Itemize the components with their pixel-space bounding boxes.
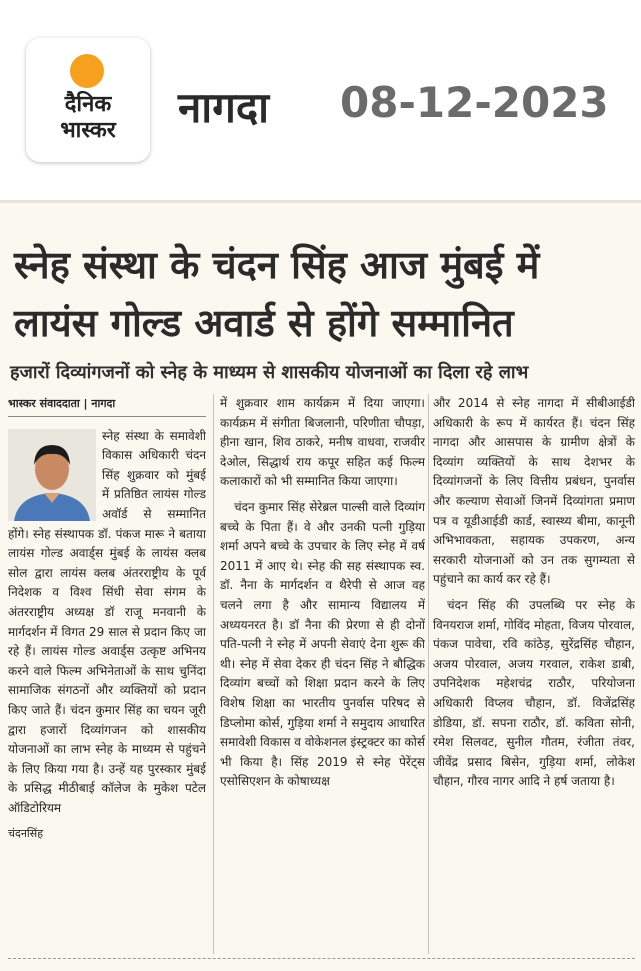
article-paragraph: चंदन कुमार सिंह सेरेब्रल पाल्सी वाले दिव्यांग बच्चे के पिता हैं। वे और उनकी पत्नी गुड़िया शर्मा अपने बच्चे के उपचार के लिए स्नेह में वर्ष 2011 में आए थे। स्नेह की सह संस्थापक स्व. डॉ. नैना के मार्गदर्शन व थैरेपी से आज वह चलने लगा है और सामान्य विद्यालय में अध्ययनरत है। डॉ नैना की प्रेरणा से ही दोनों पति-पत्नी ने स्नेह में अपनी सेवाएं देना शुरू की थी। स्नेह में सेवा देकर ही चंदन सिंह ने बौद्धिक दिव्यांग बच्चों को शिक्षा प्रदान करने के लिए विशेष शिक्षा का भारतीय पुनर्वास परिषद से डिप्लोमा कोर्स, गुड़िया शर्मा ने समुदाय आधारित समावेशी विकास व वोकेशनल इंस्ट्रक्टर का कोर्स भी किया है। सिंह 2019 से स्नेह पेरेंट्स एसोसिएशन के कोषाध्यक्ष xyxy=(220,499,425,789)
header-divider xyxy=(0,200,641,203)
article-column-3 xyxy=(433,394,635,956)
logo-wordmark xyxy=(26,92,150,144)
article-paragraph: में शुक्रवार शाम कार्यक्रम में दिया जाएगा। कार्यक्रम में संगीता बिजलानी, परिणीता चौपड़ा, हीना खान, शिव ठाकरे, मनीष वाधवा, राजवीर देओल, सिद्धार्थ राय कपूर सहित कई फिल्म कलाकारों को भी सम्मानित किया जाएगा। xyxy=(220,396,425,489)
column-divider xyxy=(213,394,214,954)
sun-icon xyxy=(70,54,104,88)
logo-line-2: भास्कर xyxy=(60,118,116,143)
person-portrait-icon xyxy=(8,429,96,521)
article-column-1 xyxy=(8,394,206,956)
edition-date: 08-12-2023 xyxy=(340,78,609,127)
reporter-photo xyxy=(8,429,96,521)
photo-caption: चंदनसिंह xyxy=(8,827,44,841)
article-column-2 xyxy=(220,394,425,956)
logo-line-1: दैनिक xyxy=(64,92,112,117)
article-paragraph: चंदन सिंह की उपलब्धि पर स्नेह के विनयराज शर्मा, गोविंद मोहता, विजय पोरवाल, पंकज पावेचा, रवि कांठेड़, सुरेंद्रसिंह चौहान, अजय पोरवाल, अजय गरवाल, राकेश डाबी, उपनिदेशक महेशचंद्र राठौर, परियोजना अधिकारी विप्लव चौहान, डॉ. विजेंद्रसिंह डोडिया, डॉ. सपना राठौर, डॉ. कविता सोनी, रमेश सिलवट, सुनील गौतम, रंजीता तंवर, जीवेंद्र प्रसाद बिसेन, गुड़िया शर्मा, लोकेश चौहान, गौरव नागर आदि ने हर्ष जताया है। xyxy=(433,597,635,789)
article-paragraph: स्नेह संस्था के समावेशी विकास अधिकारी चंदन सिंह शुक्रवार को मुंबई में प्रतिष्ठित लायंस गोल्ड अवॉर्ड से सम्मानित होंगे। स्नेह संस्थापक डॉ. पंकज मारू ने बताया लायंस गोल्ड अवार्ड्स मुंबई के लायंस क्लब सोल द्वारा लायंस क्लब अंतरराष्ट्रीय के पूर्व निदेशक व विश्व सिंधी सेवा संगम के अंतरराष्ट्रीय अध्यक्ष डॉ राजू मनवानी के मार्गदर्शन में विगत 29 साल से प्रदान किए जा रहे हैं। लायंस गोल्ड अवार्ड्स उत्कृष्ट अभिनय करने वाले फिल्म अभिनेताओं के साथ चुनिंदा सामाजिक संगठनों और व्यक्तियों को प्रदान किए जाते हैं। चंदन कुमार सिंह का चयन जूरी द्वारा हजारों दिव्यांगजन को शासकीय योजनाओं का लाभ स्नेह के माध्यम से पहुंचने के लिए किया गया है। उन्हें यह पुरस्कार मुंबई के प्रसिद्ध मीठीबाई कॉलेज के मुकेश पटेल ऑडिटोरियम xyxy=(8,428,206,815)
article-subheadline: हजारों दिव्यांगजनों को स्नेह के माध्यम से शासकीय योजनाओं का दिला रहे लाभ xyxy=(10,362,529,383)
article-headline: स्नेह संस्था के चंदन सिंह आज मुंबई में लायंस गोल्ड अवार्ड से होंगे सम्मानित xyxy=(14,243,540,345)
article-paragraph: और 2014 से स्नेह नागदा में सीबीआईडी अधिकारी के रूप में कार्यरत हैं। चंदन सिंह नागदा और आसपास के ग्रामीण क्षेत्रों के दिव्यांग व्यक्तियों के साथ देशभर के दिव्यांगजनों के लिए वित्तीय प्रबंधन, पुनर्वास और कल्याण सेवाओं जिनमें दिव्यांगता प्रमाण पत्र व यूडीआईडी कार्ड, स्वास्थ्य बीमा, कानूनी अभिभावकता, सहायक उपकरण, अन्य सरकारी योजनाओं को उन तक सुगम्यता से पहुंचाने का कार्य कर रहे हैं। xyxy=(433,396,635,587)
edition-name: नागदा xyxy=(178,83,270,132)
byline: भास्कर संवाददाता | नागदा xyxy=(8,394,206,417)
clipping-bottom-edge xyxy=(8,958,635,961)
edition-header xyxy=(0,0,641,200)
dainik-bhaskar-logo xyxy=(26,38,150,162)
column-divider xyxy=(428,394,429,954)
